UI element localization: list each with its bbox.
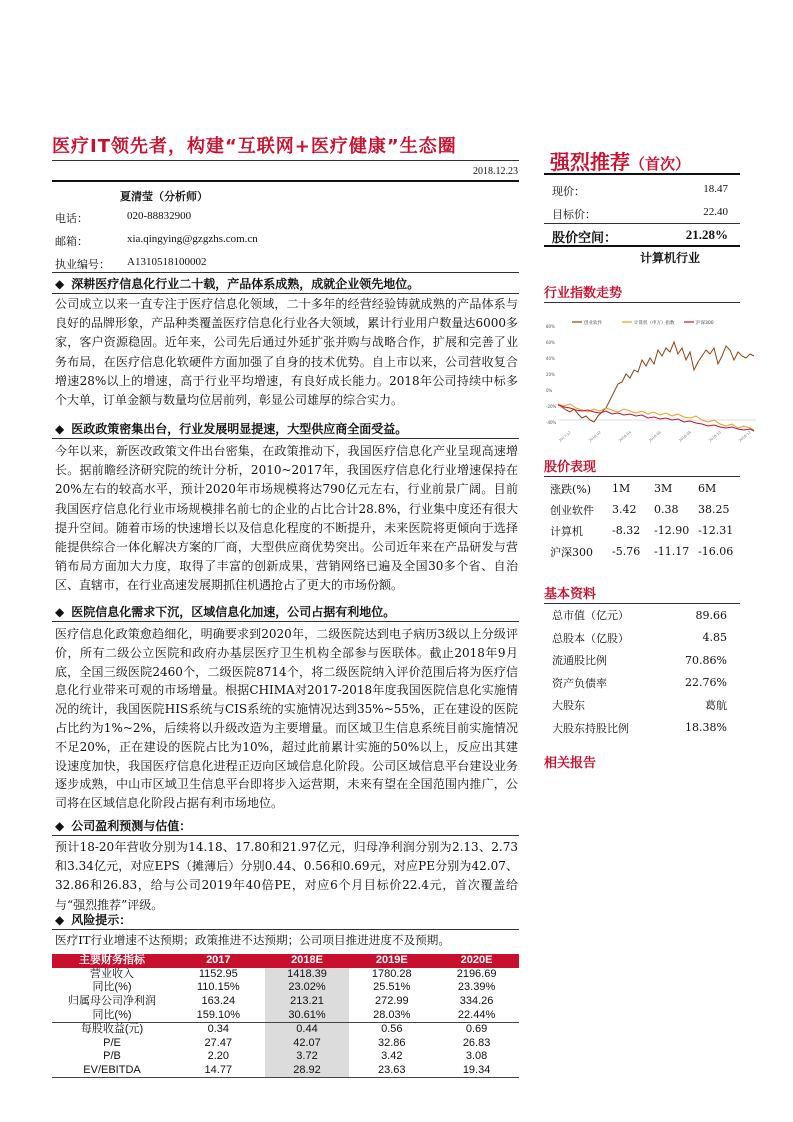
fin-cell: 22.44% <box>457 1008 496 1021</box>
perf-cell: -12.90 <box>654 524 690 537</box>
basic-label: 总股本（亿股） <box>552 631 629 645</box>
perf-cell: -11.17 <box>654 545 690 558</box>
fin-header-cell: 2018E <box>265 954 350 968</box>
section-5-head <box>55 911 131 928</box>
table-row <box>550 541 740 562</box>
basic-info-title: 基本资料 <box>544 587 597 602</box>
basic-label: 流通股比例 <box>552 654 607 668</box>
basic-label: 大股东 <box>552 699 585 713</box>
industry-label: 计算机行业 <box>640 251 701 265</box>
performance-table <box>550 478 740 562</box>
fin-cell: 23.63 <box>378 1064 406 1077</box>
fin-cell: 0.34 <box>172 1022 265 1036</box>
table-row <box>52 981 519 995</box>
section-1-head <box>55 275 419 292</box>
fin-cell: 25.51% <box>373 981 411 994</box>
y-tick: 20% <box>546 372 555 377</box>
perf-header-cell: 6M <box>698 482 717 495</box>
perf-cell: 3.42 <box>612 503 637 516</box>
fin-header-cell: 主要财务指标 <box>52 954 172 968</box>
table-row <box>552 694 727 717</box>
section-2-head-text: 医政政策密集出台，行业发展明显提速，大型供应商全面受益。 <box>71 422 408 436</box>
analyst-rule <box>52 272 519 273</box>
date-rule <box>52 180 519 182</box>
table-row <box>52 1037 519 1051</box>
fin-cell: 0.56 <box>349 1022 434 1036</box>
fin-cell: 3.08 <box>465 1050 488 1063</box>
perf-row-label: 沪深300 <box>550 545 593 559</box>
table-row <box>52 1022 519 1036</box>
upside-value: 21.28% <box>685 227 728 242</box>
section-4-rule <box>52 835 519 836</box>
performance-rule <box>544 476 740 477</box>
rating-sub: （首次） <box>630 155 691 173</box>
fin-cell: 2196.69 <box>456 967 497 980</box>
fin-cell: 1418.39 <box>265 968 350 982</box>
x-axis-ticks <box>558 430 752 443</box>
x-tick: 2018-06 <box>648 430 662 443</box>
x-tick: 2018-08 <box>678 430 692 443</box>
financial-table <box>52 954 519 1078</box>
fin-cell: 23.02% <box>265 981 350 995</box>
fin-row-label: P/B <box>103 1050 121 1063</box>
index-chart <box>544 312 760 452</box>
section-5-head-text: 风险提示： <box>71 913 132 927</box>
basic-value: 4.85 <box>702 631 727 645</box>
license-value: A1310518100002 <box>127 256 207 268</box>
fin-row-label: 同比(%) <box>92 1008 132 1021</box>
fin-cell: 159.10% <box>196 1008 241 1021</box>
performance-title: 股价表现 <box>544 460 597 475</box>
fin-cell: 0.69 <box>434 1022 519 1036</box>
section-2-head <box>55 420 407 437</box>
fin-cell: 3.72 <box>265 1050 350 1064</box>
section-1-rule <box>52 293 519 294</box>
perf-cell: 38.25 <box>698 503 730 516</box>
related-reports-title: 相关报告 <box>544 756 597 771</box>
upside-label: 股价空间： <box>552 231 618 246</box>
table-row <box>552 649 727 672</box>
basic-value: 70.86% <box>685 653 727 667</box>
email-value[interactable]: xia.qingying@gzgzhs.com.cn <box>127 233 258 245</box>
fin-cell: 14.77 <box>204 1064 233 1077</box>
upside-rule <box>544 245 740 247</box>
fin-row-label: 营业收入 <box>90 967 134 980</box>
price-current-value: 18.47 <box>703 183 728 195</box>
legend-label-3: 沪深300 <box>696 321 714 326</box>
section-3-head <box>55 603 395 620</box>
perf-row-label: 创业软件 <box>550 503 594 517</box>
rating-rule <box>544 173 740 175</box>
fin-row-label: 同比(%) <box>92 981 132 994</box>
x-tick: 2017-12 <box>558 430 572 443</box>
fin-cell: 110.15% <box>197 981 240 994</box>
report-date: 2018.12.23 <box>473 166 518 177</box>
y-tick: 0% <box>546 388 553 393</box>
y-tick: -40% <box>546 420 557 425</box>
fin-cell: 3.42 <box>381 1050 403 1063</box>
perf-cell: -12.31 <box>698 524 734 537</box>
y-axis-ticks <box>546 324 557 425</box>
y-tick: 40% <box>546 356 555 361</box>
fin-cell: 19.34 <box>462 1064 491 1077</box>
fin-header-cell: 2020E <box>434 954 519 968</box>
table-row <box>550 520 740 541</box>
analyst-name: 夏清莹（分析师） <box>120 190 208 203</box>
fin-cell: 23.39% <box>457 981 496 994</box>
fin-cell: 0.44 <box>265 1022 350 1036</box>
table-row <box>52 995 519 1009</box>
diamond-bullet-icon: ◆ <box>55 913 65 927</box>
section-2-body: 今年以来，新医改政策文件出台密集，在政策推动下，我国医疗信息化产业呈现高速增长。据前瞻经济研究院的统计分析，2010~2017年，我国医疗信息化行业增速保持在20%左右的较高水平，预计2020年市场规模将达790亿元左右，行业前景广阔。目前我国医疗信息化行业市场规模排名前七的企业的占比合计28.8%，行业集中度还有很大提升空间。随着市场的快速增长以及信息化程度的不断提升，未来医院将更倾向于选择能提供综合一体化解决方案的厂商，大型供应商优势突出。公司近年来在产品研发与营销布局方面加大力度，取得了丰富的创新成果，营销网络已遍及全国30多个省、自治区、直辖市，在行业高速发展期抓住机遇抢占了更大的市场份额。 <box>55 444 518 593</box>
fin-row-label: EV/EBITDA <box>83 1064 141 1077</box>
chart-legend <box>572 319 714 326</box>
index-chart-title: 行业指数走势 <box>544 286 623 301</box>
basic-label: 总市值（亿元） <box>552 609 629 623</box>
section-5-body: 医疗IT行业增速不达预期；政策推进不达预期；公司项目推进进度不及预期。 <box>55 933 450 947</box>
diamond-bullet-icon: ◆ <box>55 819 65 833</box>
fin-cell: 163.24 <box>201 995 236 1008</box>
section-4-head <box>55 817 191 834</box>
x-tick: 2018-12 <box>738 430 752 443</box>
license-label: 执业编号： <box>55 258 110 271</box>
fin-cell: 1780.28 <box>371 967 412 980</box>
y-tick: -20% <box>546 404 557 409</box>
basic-label: 资产负债率 <box>552 676 607 690</box>
perf-cell: -5.76 <box>612 545 641 558</box>
fin-cell: 334.26 <box>459 995 494 1008</box>
fin-cell: 213.21 <box>265 995 350 1009</box>
section-3-head-text: 医院信息化需求下沉，区域信息化加速，公司占据有利地位。 <box>71 605 396 619</box>
table-row <box>52 1008 519 1022</box>
fin-row-label: P/E <box>103 1036 121 1049</box>
table-row <box>52 1064 519 1078</box>
fin-cell: 30.61% <box>265 1008 350 1022</box>
title-rule <box>52 160 519 161</box>
section-1-body: 公司成立以来一直专注于医疗信息化领域，二十多年的经营经验铸就成熟的产品体系与良好的品牌形象，产品种类覆盖医疗信息化行业各大领域，累计行业用户数量达6000多家，客户资源稳固。近年来，公司先后通过外延扩张并购与战略合作，扩展和完善了业务布局，在医疗信息化软硬件方面加强了自身的技术优势。自上市以来，公司营收复合增速28%以上的增速，高于行业平均增速，有良好成长能力。2018年公司持续中标多个大单，订单金额与数量均位居前列，彰显公司雄厚的综合实力。 <box>55 297 518 408</box>
section-5-rule <box>52 929 519 930</box>
section-4-body: 预计18-20年营收分别为14.18、17.80和21.97亿元，归母净利润分别为2.13、2.73和3.34亿元，对应EPS（摊薄后）分别0.44、0.56和0.69元，对应PE分别为42.07、32.86和26.83，给与公司2019年40倍PE，对应6个月目标价22.4元，首次覆盖给与“强烈推荐”评级。 <box>55 840 518 912</box>
perf-header-cell: 涨跌(%) <box>550 482 592 496</box>
fin-header-cell: 2017 <box>172 954 265 968</box>
price-target-value: 22.40 <box>703 206 728 218</box>
table-row <box>552 717 727 740</box>
perf-header-cell: 3M <box>654 482 673 495</box>
diamond-bullet-icon: ◆ <box>55 277 65 291</box>
price-current-label: 现价： <box>552 185 585 198</box>
fin-cell: 28.03% <box>373 1008 411 1021</box>
diamond-bullet-icon: ◆ <box>55 422 65 436</box>
perf-cell: 0.38 <box>654 503 679 516</box>
perf-cell: -16.06 <box>698 545 734 558</box>
rating-label: 强烈推荐 <box>550 150 630 174</box>
fin-cell: 32.86 <box>378 1036 406 1049</box>
fin-cell: 27.47 <box>204 1036 233 1049</box>
section-1-head-text: 深耕医疗信息化行业二十载，产品体系成熟，成就企业领先地位。 <box>71 277 420 291</box>
basic-info-table <box>552 604 727 739</box>
legend-label-1: 创业软件 <box>584 321 602 326</box>
basic-value: 葛航 <box>705 699 727 713</box>
table-row <box>52 968 519 982</box>
section-4-head-text: 公司盈利预测与估值： <box>71 819 192 833</box>
fin-cell: 2.20 <box>207 1050 230 1063</box>
basic-value: 18.38% <box>685 721 727 735</box>
table-row <box>552 672 727 695</box>
basic-value: 89.66 <box>695 608 727 622</box>
fin-row-label: 每股收益(元) <box>52 1022 172 1036</box>
basic-label: 大股东持股比例 <box>552 721 629 735</box>
report-title: 医疗IT领先者，构建“互联网+医疗健康”生态圈 <box>52 136 457 157</box>
price-rule <box>544 223 740 224</box>
section-2-rule <box>52 438 519 439</box>
financial-table-header <box>52 954 519 968</box>
index-chart-rule <box>544 302 740 303</box>
phone-value: 020-88832900 <box>127 210 192 222</box>
fin-cell: 26.83 <box>462 1036 491 1049</box>
table-row <box>550 499 740 520</box>
email-label: 邮箱： <box>55 235 88 248</box>
section-3-body: 医疗信息化政策愈趋细化，明确要求到2020年，二级医院达到电子病历3级以上分级评价，所有二级公立医院和政府办基层医疗卫生机构全部参与医联体。截止2018年9月底，全国三级医院2460个，二级医院8714个，将二级医院纳入评价范围后将为医疗信息化行业带来可观的市场增量。根据CHIMA对2017-2018年度我国医院信息化实施情况的统计，我国医院HIS系统与CIS系统的实施情况达到35%~55%，正在建设的医院占比约为1%~2%，后续将以升级改造为主要增量。而区域卫生信息系统目前实施情况不足20%，正在建设的医院占比为10%，超过此前累计实施的50%以上，反应出其建设速度加快，我国医疗信息化进程正迈向区域信息化阶段。公司区域信息平台建设业务逐步成熟，中山市区域卫生信息平台即将步入运营期，未来有望在全国范围内推广，公司将在区域信息化阶段占据有利市场地位。 <box>55 627 518 811</box>
section-3-rule <box>52 621 519 622</box>
perf-header-cell: 1M <box>612 482 631 495</box>
y-tick: 80% <box>546 324 555 329</box>
diamond-bullet-icon: ◆ <box>55 605 65 619</box>
table-row <box>52 1050 519 1064</box>
perf-cell: -8.32 <box>612 524 641 537</box>
legend-label-2: 计算机（申万）指数 <box>634 321 675 326</box>
performance-header-row <box>550 478 740 499</box>
fin-row-label: 归属母公司净利润 <box>68 995 156 1008</box>
fin-cell: 28.92 <box>265 1064 350 1078</box>
x-tick: 2018-10 <box>708 430 722 443</box>
x-tick: 2018-04 <box>618 430 632 443</box>
rating <box>550 146 690 175</box>
fin-cell: 1152.95 <box>198 967 238 980</box>
x-tick: 2018-02 <box>588 430 602 443</box>
perf-row-label: 计算机 <box>550 524 583 538</box>
fin-cell: 272.99 <box>374 995 409 1008</box>
fin-header-cell: 2019E <box>349 954 434 968</box>
price-target-label: 目标价： <box>552 208 596 221</box>
table-row <box>552 604 727 627</box>
fin-cell: 42.07 <box>265 1037 350 1051</box>
basic-value: 22.76% <box>685 676 727 690</box>
phone-label: 电话： <box>55 212 88 225</box>
table-row <box>552 627 727 650</box>
y-tick: 60% <box>546 340 555 345</box>
